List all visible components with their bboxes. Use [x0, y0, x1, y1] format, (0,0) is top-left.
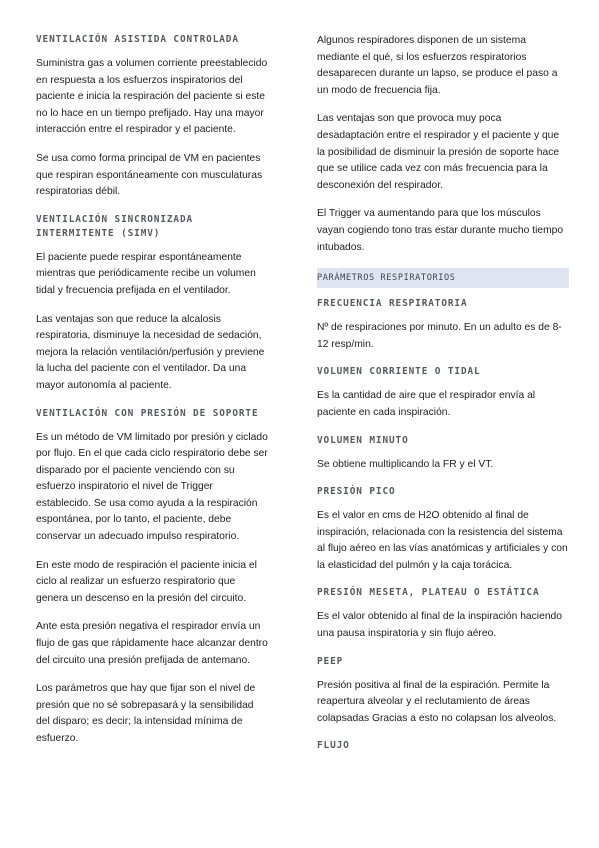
section-heading-frecuencia: FRECUENCIA RESPIRATORIA [317, 298, 468, 310]
section-heading-volumen-corriente: VOLUMEN CORRIENTE O TIDAL [317, 366, 481, 378]
section-heading-volumen-minuto: VOLUMEN MINUTO [317, 434, 409, 446]
paragraph-soporte-4: Los parámetros que hay que fijar son el nivel de presión que no sé sobrepasará y la sensibilidad del disparo; es decir; la intensidad mínima de esfuerzo. [36, 683, 256, 744]
paragraph-simv-1: El paciente puede respirar espontáneamente mientras que periódicamente recibe un volumen tidal y frecuencia prefijada en el ventilador. [36, 251, 256, 296]
parameters-band-heading: PARÁMETROS RESPIRATORIOS [317, 268, 569, 288]
paragraph-intro-1: Algunos respiradores disponen de un sistema mediante el qué, si los esfuerzos respiratorios desaparecen durante un lapso, se produce el paso a un modo de frecuencia fija. [317, 35, 558, 96]
paragraph-volumen-corriente: Es la cantidad de aire que el respirador envía al paciente en cada inspiración. [317, 390, 536, 418]
paragraph-soporte-3: Ante esta presión negativa el respirador envía un flujo de gas que rápidamente hace alcanzar dentro del circuito una presión prefijada de antemano. [36, 621, 268, 666]
paragraph-asistida-1: Suministra gas a volumen corriente preestablecido en respuesta a los esfuerzos inspiratorios del paciente e inicia la respiración del paciente si este no lo hace en un tiempo prefijado. Hay una mayor interacción entre el respirador y el paciente. [36, 58, 268, 136]
paragraph-intro-2: Las ventajas son que provoca muy poca desadaptación entre el respirador y el paciente y que la posibilidad de disminuir la presión de soporte hace que se utilice cada vez con más frecuencia para la desconexión del respirador. [317, 113, 560, 191]
section-heading-simv: VENTILACIÓN SINCRONIZADA INTERMITENTE (SIMV) [36, 213, 194, 239]
paragraph-frecuencia: Nº de respiraciones por minuto. En un adulto es de 8-12 resp/min. [317, 322, 562, 350]
section-heading-soporte: VENTILACIÓN CON PRESIÓN DE SOPORTE [36, 407, 259, 419]
paragraph-soporte-2: En este modo de respiración el paciente inicia el ciclo al realizar un esfuerzo respiratorio que genera un descenso en la presión del circuito. [36, 559, 257, 604]
paragraph-volumen-minuto: Se obtiene multiplicando la FR y el VT. [317, 458, 494, 470]
section-heading-presion-pico: PRESIÓN PICO [317, 486, 396, 498]
paragraph-soporte-1: Es un método de VM limitado por presión y ciclado por flujo. En el que cada ciclo respiratorio debe ser disparado por el paciente venciendo con su esfuerzo inspiratorio el nivel de Trigger establecido. Se usa como ayuda a la respiración espontánea, por lo tanto, el paciente, debe conservar un adecuado impulso respiratorio. [36, 431, 268, 543]
left-column [36, 33, 268, 760]
paragraph-intro-3: El Trigger va aumentando para que los músculos vayan cogiendo tono tras estar durante mucho tiempo intubados. [317, 208, 564, 253]
paragraph-asistida-2: Se usa como forma principal de VM en pacientes que respiran espontáneamente con musculaturas respiratorias débil. [36, 152, 263, 198]
section-heading-presion-meseta: PRESIÓN MESETA, PLATEAU O ESTÁTICA [317, 587, 540, 599]
section-heading-flujo: FLUJO [317, 740, 350, 752]
section-heading-asistida: VENTILACIÓN ASISTIDA CONTROLADA [36, 34, 239, 45]
section-heading-peep: PEEP [317, 655, 344, 667]
paragraph-presion-meseta: Es el valor obtenido al final de la inspiración haciendo una pausa inspiratoria y sin flujo aéreo. [317, 611, 562, 640]
paragraph-presion-pico: Es el valor en cms de H2O obtenido al final de inspiración, relacionada con la resistencia del sistema al flujo aéreo en las vías anatómicas y artificiales y con la elasticidad del pulmón y la caja torácica. [317, 510, 568, 571]
right-column [317, 33, 569, 762]
paragraph-simv-2: Las ventajas son que reduce la alcalosis respiratoria, disminuye la necesidad de sedación, mejora la relación ventilación/perfusión y previene la lucha del paciente con el ventilador. Da una mayor autonomía al paciente. [36, 313, 265, 391]
paragraph-peep: Presión positiva al final de la espiración. Permite la reapertura alveolar y el reclutamiento de áreas colapsadas Gracias a esto no colapsan los alveolos. [317, 679, 557, 724]
